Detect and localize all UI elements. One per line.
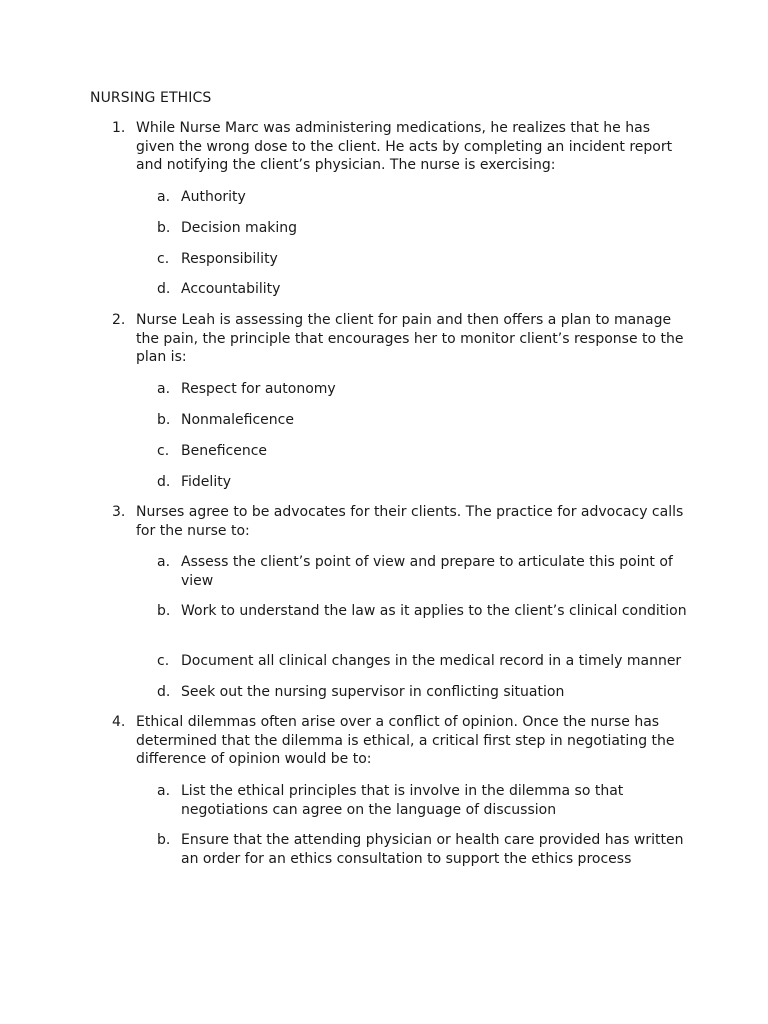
- option-text: Beneficence: [181, 443, 268, 459]
- option-3b: [157, 602, 687, 621]
- option-3d: [157, 683, 687, 702]
- question-number: 3.: [112, 504, 126, 520]
- option-4a: [157, 782, 687, 819]
- option-letter: c.: [157, 653, 170, 669]
- option-letter: d.: [157, 281, 171, 297]
- option-text: Nonmaleficence: [181, 412, 294, 428]
- option-letter: a.: [157, 554, 171, 570]
- question-number: 4.: [112, 714, 126, 730]
- option-text: Responsibility: [181, 251, 278, 267]
- option-4b: [157, 831, 687, 868]
- option-1b: [157, 219, 687, 238]
- option-text: Respect for autonomy: [181, 381, 336, 397]
- option-letter: c.: [157, 251, 170, 267]
- option-text: Document all clinical changes in the medical record in a timely manner: [181, 653, 682, 669]
- question-1: [112, 119, 692, 175]
- question-2: [112, 311, 692, 367]
- question-number: 2.: [112, 312, 126, 328]
- question-text: While Nurse Marc was administering medications, he realizes that he has given the wrong dose to the client. He acts by completing an incident report and notifying the client’s physician. The nurse is exercising:: [136, 120, 673, 173]
- question-number: 1.: [112, 120, 126, 136]
- option-1c: [157, 250, 687, 269]
- option-2a: [157, 380, 687, 399]
- option-text: Authority: [181, 189, 246, 205]
- question-text: Nurse Leah is assessing the client for pain and then offers a plan to manage the pain, the principle that encourages her to monitor client’s response to the plan is:: [136, 312, 684, 365]
- option-text: Ensure that the attending physician or health care provided has written an order for an ethics consultation to support the ethics process: [181, 832, 684, 867]
- option-1d: [157, 280, 687, 299]
- question-text: Ethical dilemmas often arise over a conflict of opinion. Once the nurse has determined that the dilemma is ethical, a critical first step in negotiating the difference of opinion would be to:: [136, 714, 675, 767]
- question-text: Nurses agree to be advocates for their clients. The practice for advocacy calls for the nurse to:: [136, 504, 684, 539]
- option-text: Assess the client’s point of view and prepare to articulate this point of view: [181, 554, 673, 589]
- option-text: Accountability: [181, 281, 281, 297]
- option-1a: [157, 188, 687, 207]
- option-letter: b.: [157, 412, 171, 428]
- option-2b: [157, 411, 687, 430]
- option-3c: [157, 652, 687, 671]
- option-text: Seek out the nursing supervisor in conflicting situation: [181, 684, 565, 700]
- option-letter: d.: [157, 474, 171, 490]
- option-text: List the ethical principles that is involve in the dilemma so that negotiations can agree on the language of discussion: [181, 783, 624, 818]
- option-2c: [157, 442, 687, 461]
- option-letter: b.: [157, 603, 171, 619]
- option-letter: b.: [157, 220, 171, 236]
- option-3a: [157, 553, 687, 590]
- option-letter: a.: [157, 189, 171, 205]
- option-letter: d.: [157, 684, 171, 700]
- question-4: [112, 713, 692, 769]
- option-letter: a.: [157, 381, 171, 397]
- option-text: Fidelity: [181, 474, 231, 490]
- option-letter: c.: [157, 443, 170, 459]
- option-text: Work to understand the law as it applies to the client’s clinical condition: [181, 603, 687, 619]
- option-text: Decision making: [181, 220, 298, 236]
- option-letter: b.: [157, 832, 171, 848]
- option-letter: a.: [157, 783, 171, 799]
- question-3: [112, 503, 692, 540]
- document-title: NURSING ETHICS: [90, 90, 212, 106]
- option-2d: [157, 473, 687, 492]
